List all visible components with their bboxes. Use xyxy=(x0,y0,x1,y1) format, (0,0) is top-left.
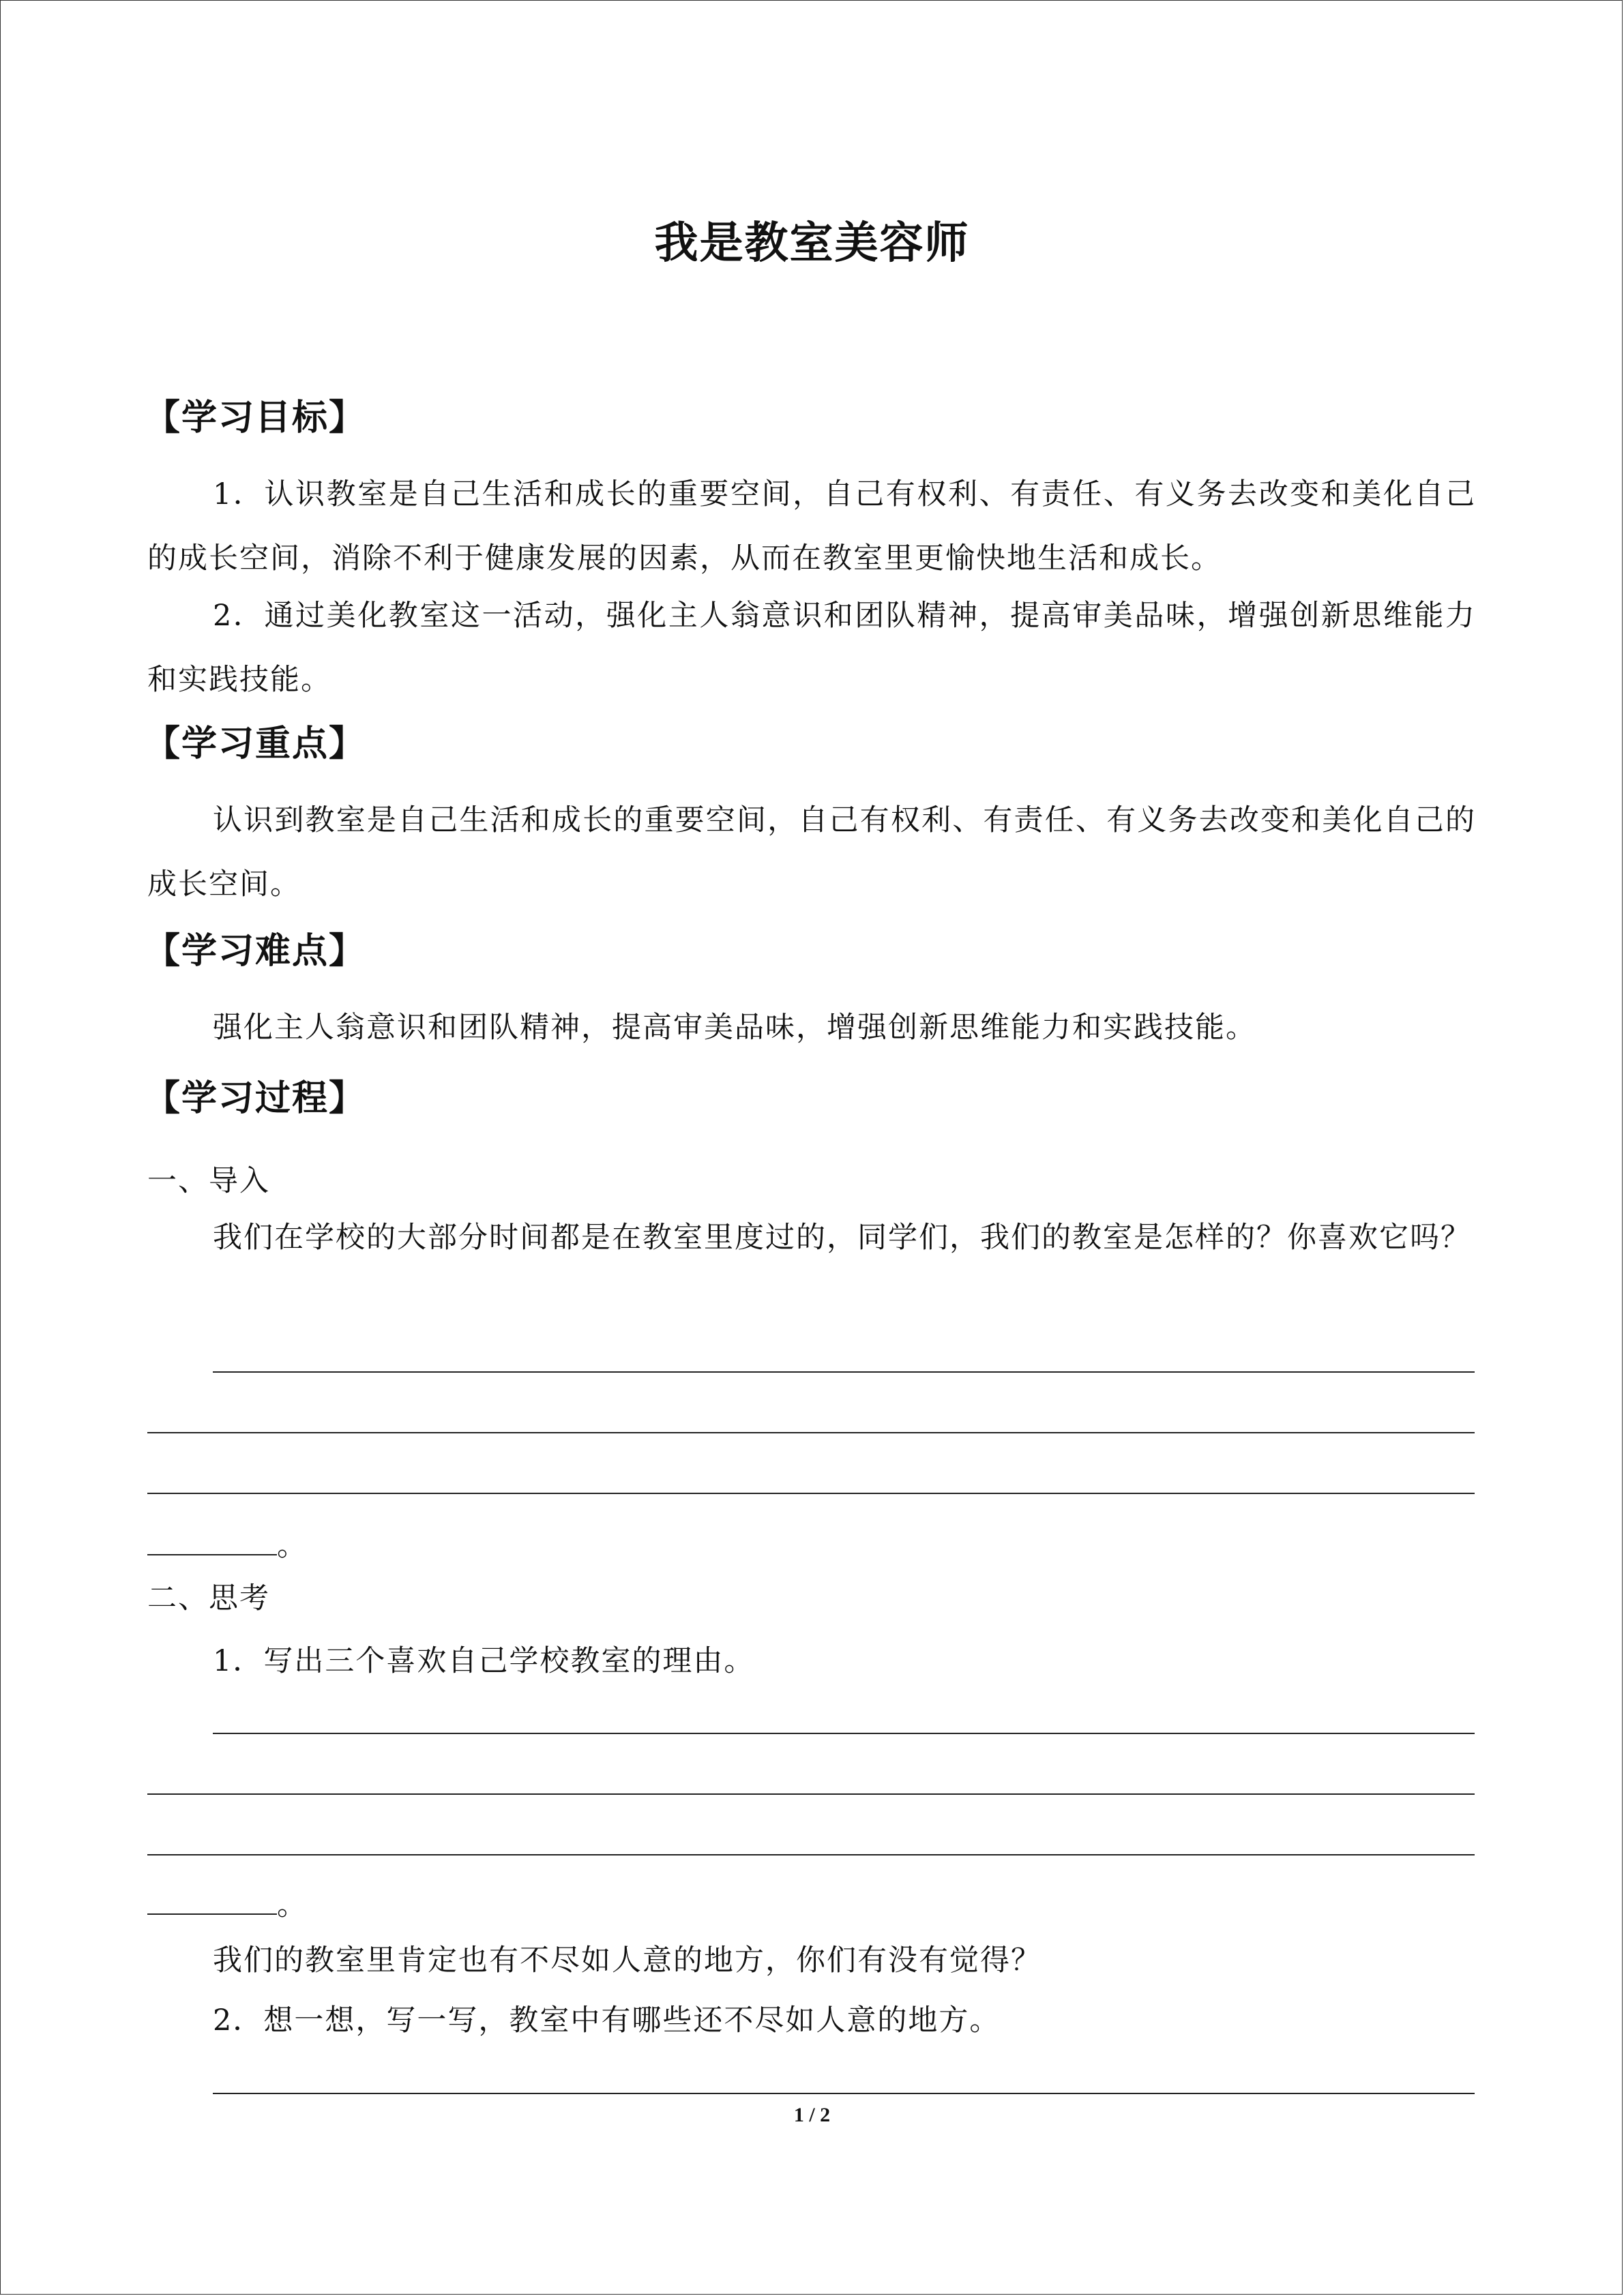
answer-line[interactable] xyxy=(213,1371,1475,1373)
intro-label: 一、导入 xyxy=(147,1164,270,1198)
key-points-text: 认识到教室是自己生活和成长的重要空间，自己有权利、有责任、有义务去改变和美化自己的成长空间。 xyxy=(147,803,1476,901)
answer-line[interactable] xyxy=(147,1793,1475,1795)
page-number: 1 / 2 xyxy=(793,2104,831,2126)
think-label: 二、思考 xyxy=(147,1581,270,1615)
goals-heading: 【学习目标】 xyxy=(145,398,366,438)
answer-line[interactable] xyxy=(147,1493,1475,1494)
think-question-2: 2．想一想，写一写，教室中有哪些还不尽如人意的地方。 xyxy=(213,2003,1001,2038)
goal-item-2: 2．通过美化教室这一活动，强化主人翁意识和团队精神，提高审美品味，增强创新思维能力和实践技能。 xyxy=(147,599,1476,697)
answer-line[interactable] xyxy=(213,2093,1475,2094)
goal-item-1: 1．认识教室是自己生活和成长的重要空间，自己有权利、有责任、有义务去改变和美化自己的成长空间，消除不利于健康发展的因素，从而在教室里更愉快地生活和成长。 xyxy=(147,477,1476,576)
intro-text: 我们在学校的大部分时间都是在教室里度过的，同学们，我们的教室是怎样的？你喜欢它吗？ xyxy=(213,1221,1471,1255)
answer-line[interactable] xyxy=(213,1733,1475,1734)
think-question-1: 1．写出三个喜欢自己学校教室的理由。 xyxy=(213,1644,755,1678)
process-heading: 【学习过程】 xyxy=(145,1078,366,1119)
page-title: 我是教室美容师 xyxy=(654,218,970,269)
answer-line[interactable] xyxy=(147,1854,1475,1855)
difficulties-text: 强化主人翁意识和团队精神，提高审美品味，增强创新思维能力和实践技能。 xyxy=(213,1011,1256,1045)
think-transition: 我们的教室里肯定也有不尽如人意的地方，你们有没有觉得？ xyxy=(213,1943,1042,1978)
key-points-heading: 【学习重点】 xyxy=(145,724,366,764)
intro-blank-end: 。 xyxy=(277,1529,306,1563)
answer-line-end[interactable] xyxy=(147,1523,306,1564)
answer-line-end[interactable] xyxy=(147,1882,306,1924)
difficulties-heading: 【学习难点】 xyxy=(145,931,366,972)
think-blank-end: 。 xyxy=(277,1888,306,1922)
answer-line[interactable] xyxy=(147,1432,1475,1433)
